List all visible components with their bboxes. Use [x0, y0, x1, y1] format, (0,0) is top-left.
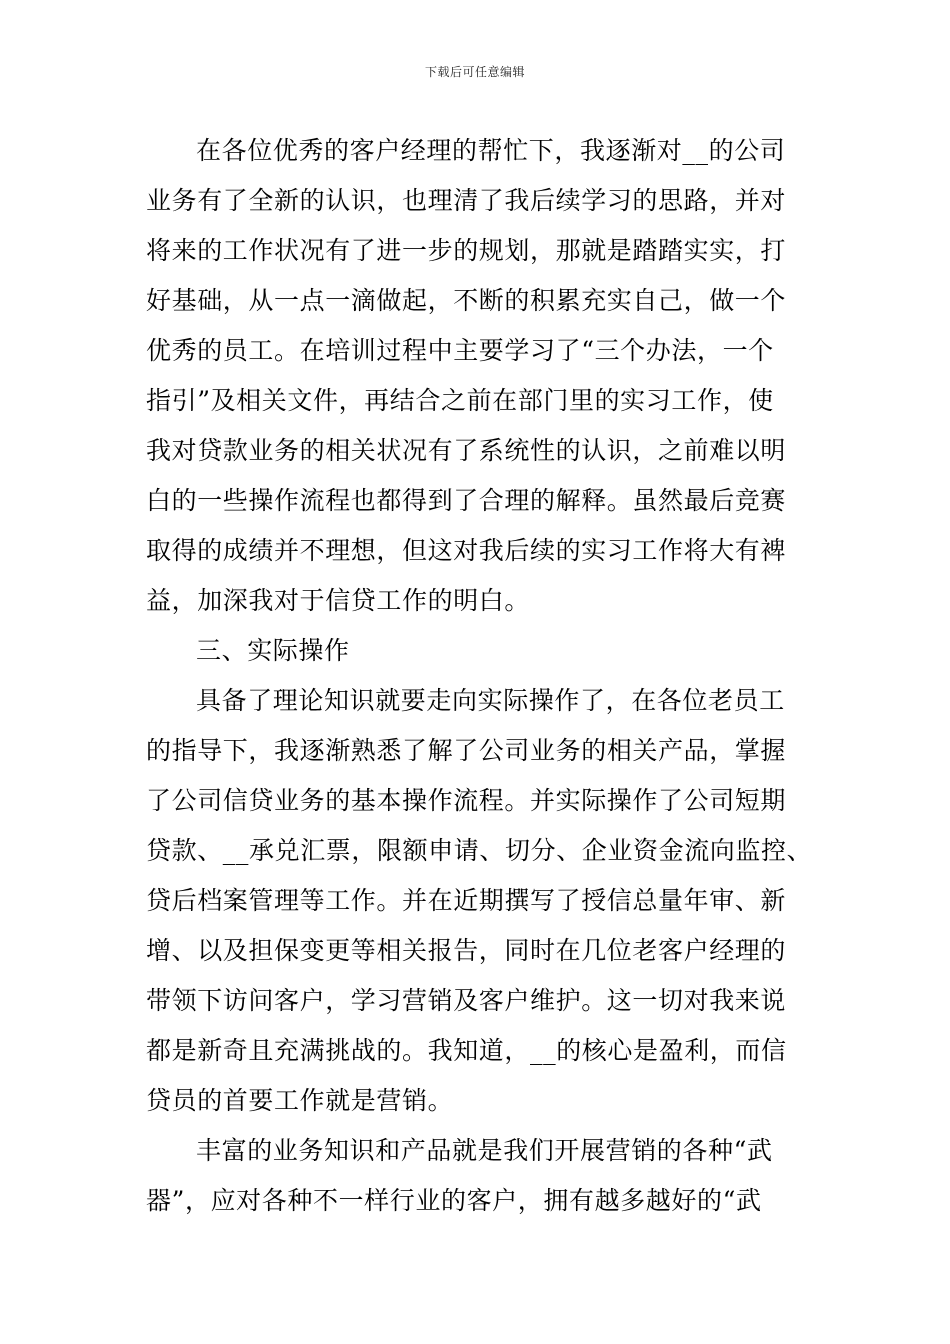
- text-line: 优秀的员工。在培训过程中主要学习了“三个办法，一个: [146, 336, 774, 365]
- text-line: 三、实际操作: [196, 636, 350, 665]
- text-line: 器”，应对各种不一样行业的客户，拥有越多越好的“武: [146, 1186, 762, 1215]
- text-line: 我对贷款业务的相关状况有了系统性的认识，之前难以明: [146, 436, 787, 465]
- text-line: 贷后档案管理等工作。并在近期撰写了授信总量年审、新: [146, 886, 787, 915]
- text-line: 都是新奇且充满挑战的。我知道，__的核心是盈利，而信: [146, 1036, 787, 1065]
- page-header: 下载后可任意编辑: [424, 65, 525, 79]
- text-line: 在各位优秀的客户经理的帮忙下，我逐渐对__的公司: [196, 136, 786, 165]
- text-line: 业务有了全新的认识，也理清了我后续学习的思路，并对: [146, 186, 787, 215]
- text-line: 增、以及担保变更等相关报告，同时在几位老客户经理的: [146, 936, 787, 965]
- text-line: 的指导下，我逐渐熟悉了解了公司业务的相关产品，掌握: [146, 736, 787, 765]
- text-line: 带领下访问客户，学习营销及客户维护。这一切对我来说: [146, 986, 787, 1015]
- text-line: 了公司信贷业务的基本操作流程。并实际操作了公司短期: [146, 786, 787, 815]
- text-line: 具备了理论知识就要走向实际操作了，在各位老员工: [196, 686, 785, 715]
- text-line: 益，加深我对于信贷工作的明白。: [146, 586, 531, 615]
- text-line: 白的一些操作流程也都得到了合理的解释。虽然最后竞赛: [146, 486, 787, 515]
- text-line: 贷款、__承兑汇票，限额申请、切分、企业资金流向监控、: [146, 836, 813, 865]
- text-line: 贷员的首要工作就是营销。: [146, 1086, 454, 1115]
- body-text: [146, 126, 826, 1226]
- text-line: 将来的工作状况有了进一步的规划，那就是踏踏实实，打: [146, 236, 787, 265]
- text-line: 取得的成绩并不理想，但这对我后续的实习工作将大有裨: [146, 536, 787, 565]
- text-line: 丰富的业务知识和产品就是我们开展营销的各种“武: [196, 1136, 773, 1165]
- text-line: 指引”及相关文件，再结合之前在部门里的实习工作，使: [146, 386, 774, 415]
- text-line: 好基础，从一点一滴做起，不断的积累充实自己，做一个: [146, 286, 787, 315]
